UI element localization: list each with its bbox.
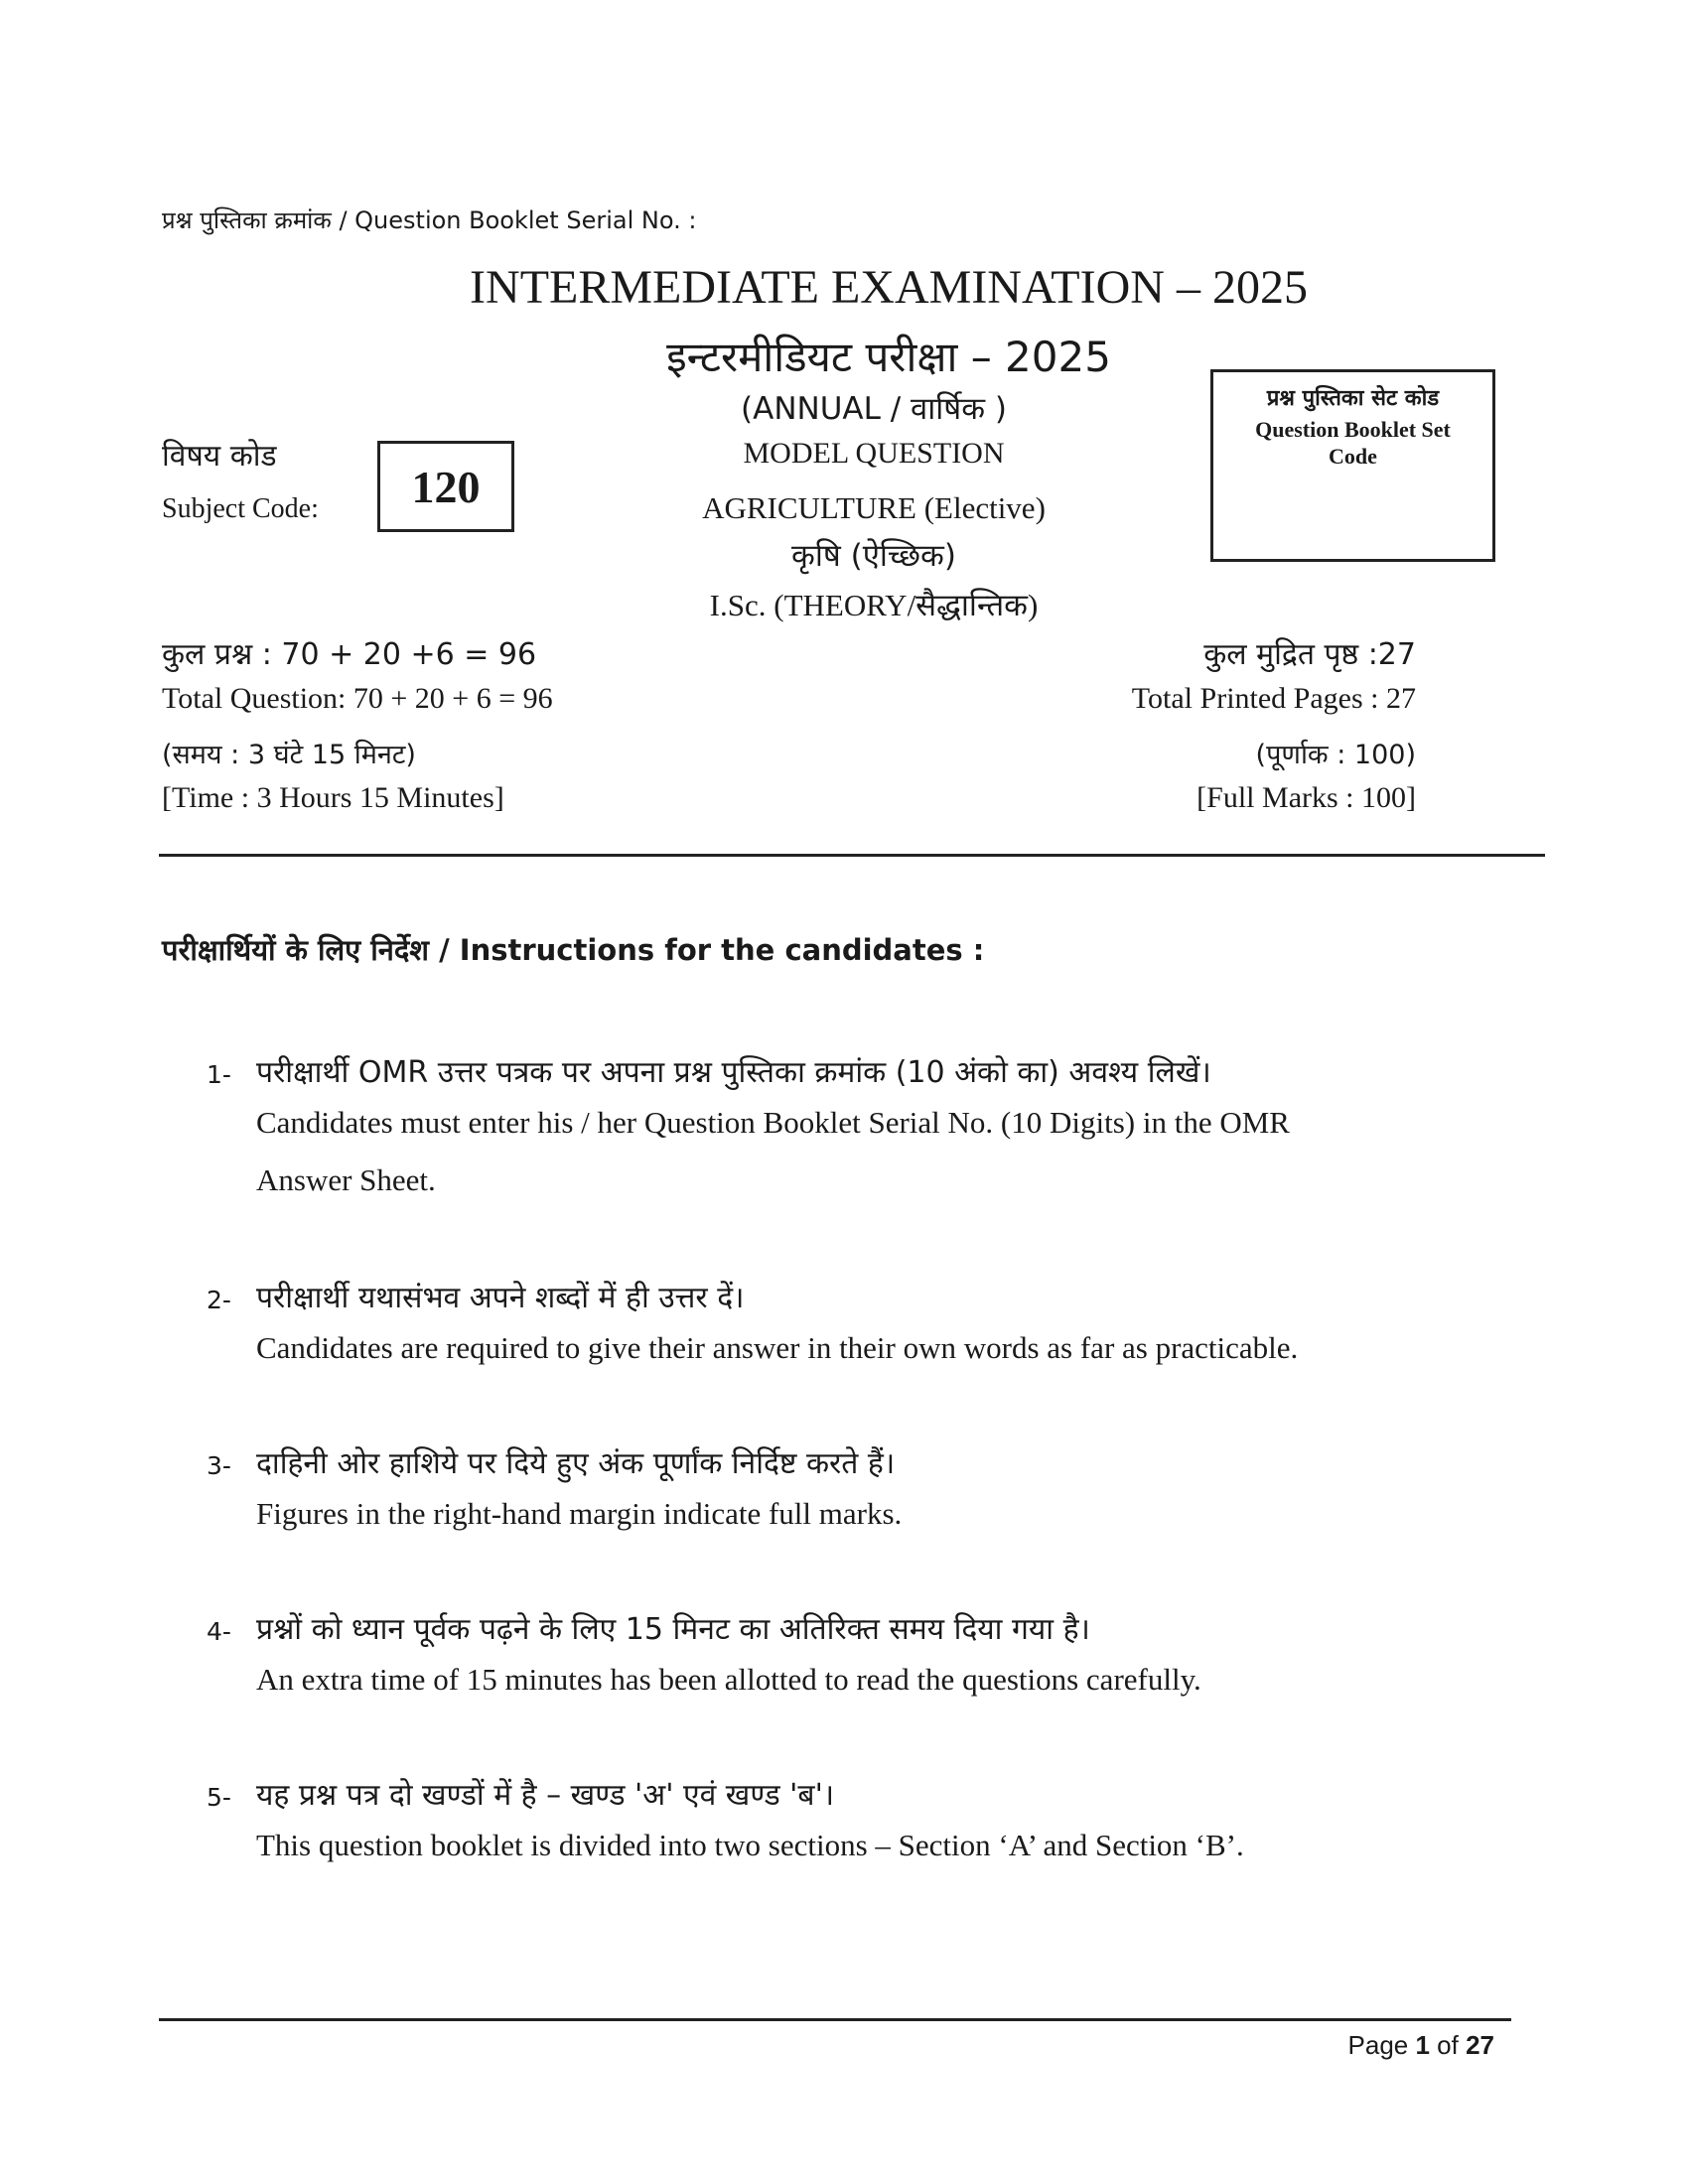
printed-pages-hindi: कुल मुद्रित पृष्ठ :27 <box>1203 637 1416 672</box>
time-hindi: (समय : 3 घंटे 15 मिनट) <box>162 740 416 770</box>
set-code-label-english: Question Booklet Set Code <box>1255 417 1451 469</box>
page-number <box>1348 2030 1494 2061</box>
instruction-text-hindi: यह प्रश्न पत्र दो खण्डों में है – खण्ड 'अ' एवं खण्ड 'ब'। <box>256 1778 835 1813</box>
annual-label: (ANNUAL / वार्षिक ) <box>741 391 1007 427</box>
instruction-text-hindi: प्रश्नों को ध्यान पूर्वक पढ़ने के लिए 15 मिनट का अतिरिक्त समय दिया गया है। <box>256 1612 1090 1647</box>
instruction-item <box>256 1276 1448 1366</box>
instruction-number: 5- <box>207 1783 231 1812</box>
exam-title-hindi: इन्टरमीडियट परीक्षा – 2025 <box>666 333 1111 381</box>
instruction-number: 4- <box>207 1617 231 1646</box>
footer-divider <box>159 2018 1511 2021</box>
total-questions-english: Total Question: 70 + 20 + 6 = 96 <box>162 682 553 715</box>
serial-number-label: प्रश्न पुस्तिका क्रमांक / Question Booklet Serial No. : <box>162 206 697 234</box>
instruction-number: 3- <box>207 1451 231 1480</box>
page-current: 1 <box>1415 2030 1430 2060</box>
subject-code-label-english: Subject Code: <box>162 493 319 524</box>
subject-code-label-hindi: विषय कोड <box>162 439 277 474</box>
instruction-number: 1- <box>207 1060 231 1089</box>
instruction-text-english: Figures in the right-hand margin indicate full marks. <box>256 1496 903 1531</box>
model-question-label: MODEL QUESTION <box>743 437 1005 470</box>
page-total: 27 <box>1466 2030 1494 2060</box>
full-marks-english: [Full Marks : 100] <box>1196 781 1416 814</box>
instruction-number: 2- <box>207 1286 231 1314</box>
instruction-text-hindi: दाहिनी ओर हाशिये पर दिये हुए अंक पूर्णांक निर्दिष्ट करते हैं। <box>256 1446 896 1481</box>
instruction-text-hindi: परीक्षार्थी यथासंभव अपने शब्दों में ही उत्तर दें। <box>256 1281 745 1315</box>
printed-pages-english: Total Printed Pages : 27 <box>1131 682 1416 715</box>
time-english: [Time : 3 Hours 15 Minutes] <box>162 781 504 814</box>
page-mid: of <box>1429 2030 1467 2060</box>
stream-label: I.Sc. (THEORY/सैद्धान्तिक) <box>709 588 1039 622</box>
instruction-text-hindi: परीक्षार्थी OMR उत्तर पत्रक पर अपना प्रश्न पुस्तिका क्रमांक (10 अंको का) अवश्य लिखें। <box>256 1055 1211 1090</box>
header-divider <box>159 854 1545 857</box>
subject-name-english: AGRICULTURE (Elective) <box>702 490 1046 525</box>
instruction-text-english: This question booklet is divided into two sections – Section ‘A’ and Section ‘B’. <box>256 1828 1244 1862</box>
instruction-item <box>256 1773 1448 1863</box>
subject-code-box <box>377 441 514 532</box>
set-code-label-hindi: प्रश्न पुस्तिका सेट कोड <box>1266 386 1440 411</box>
subject-name-hindi: कृषि (ऐच्छिक) <box>791 538 956 574</box>
instruction-text-english: Candidates are required to give their answer in their own words as far as practicable. <box>256 1330 1299 1365</box>
instruction-text-english: An extra time of 15 minutes has been allotted to read the questions carefully. <box>256 1662 1201 1697</box>
instruction-item <box>256 1607 1448 1698</box>
instruction-text-english-cont: Answer Sheet. <box>256 1162 436 1197</box>
instruction-item <box>256 1441 1448 1532</box>
set-code-box <box>1210 369 1495 562</box>
page-prefix: Page <box>1347 2030 1416 2060</box>
instructions-heading: परीक्षार्थियों के लिए निर्देश / Instructions for the candidates : <box>162 933 985 967</box>
instruction-text-english: Candidates must enter his / her Question Booklet Serial No. (10 Digits) in the OMR <box>256 1105 1290 1140</box>
subject-code-value: 120 <box>411 461 481 512</box>
exam-title-english: INTERMEDIATE EXAMINATION – 2025 <box>470 261 1308 314</box>
instruction-item <box>256 1050 1448 1198</box>
full-marks-hindi: (पूर्णाक : 100) <box>1255 740 1416 770</box>
total-questions-hindi: कुल प्रश्न : 70 + 20 +6 = 96 <box>162 637 537 672</box>
